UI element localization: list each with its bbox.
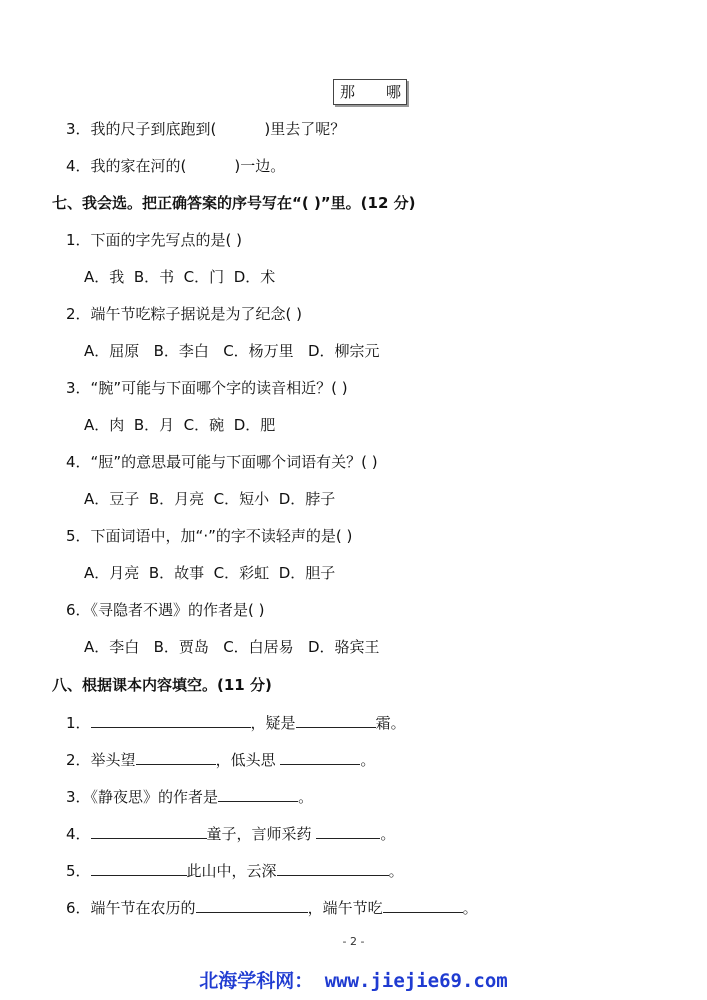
character-choice-box bbox=[333, 79, 407, 105]
box-char-left: 那 bbox=[340, 83, 356, 101]
q7-2-options: A．屈原 B．李白 C．杨万里 D．柳宗元 bbox=[84, 342, 380, 360]
q6-4: 4．我的家在河的( )一边。 bbox=[66, 157, 286, 175]
q7-1-options: A．我 B．书 C．门 D．术 bbox=[84, 268, 276, 286]
box-char-right: 哪 bbox=[386, 83, 402, 101]
fill-blank[interactable] bbox=[136, 748, 216, 765]
q7-6: 6．《寻隐者不遇》的作者是( ) bbox=[66, 601, 265, 619]
fill-blank[interactable] bbox=[91, 711, 251, 728]
q8-1: 1． ，疑是 霜。 bbox=[66, 711, 406, 733]
fill-blank[interactable] bbox=[316, 822, 380, 839]
q8-3: 3．《静夜思》的作者是 。 bbox=[66, 785, 313, 807]
fill-blank[interactable] bbox=[196, 896, 308, 913]
q8-5: 5． 此山中，云深 。 bbox=[66, 859, 404, 881]
q7-4: 4．“脰”的意思最可能与下面哪个词语有关？( ) bbox=[66, 453, 378, 471]
fill-blank[interactable] bbox=[296, 711, 376, 728]
q7-3: 3．“腕”可能与下面哪个字的读音相近？( ) bbox=[66, 379, 348, 397]
q7-1: 1．下面的字先写点的是( ) bbox=[66, 231, 243, 249]
fill-blank[interactable] bbox=[277, 859, 389, 876]
q6-3: 3．我的尺子到底跑到( )里去了呢？ bbox=[66, 120, 346, 138]
q8-4: 4． 童子，言师采药 。 bbox=[66, 822, 395, 844]
q8-6: 6．端午节在农历的 ，端午节吃 。 bbox=[66, 896, 478, 918]
q8-2: 2．举头望 ，低头思 。 bbox=[66, 748, 375, 770]
q7-6-options: A．李白 B．贾岛 C．白居易 D．骆宾王 bbox=[84, 638, 380, 656]
page-number: - 2 - bbox=[342, 935, 365, 948]
fill-blank[interactable] bbox=[280, 748, 360, 765]
q7-3-options: A．肉 B．月 C．碗 D．肥 bbox=[84, 416, 276, 434]
section-7-title: 七、我会选。把正确答案的序号写在“( )”里。(12 分) bbox=[52, 194, 416, 212]
section-8-title: 八、根据课本内容填空。(11 分) bbox=[52, 676, 272, 694]
q7-4-options: A．豆子 B．月亮 C．短小 D．脖子 bbox=[84, 490, 336, 508]
fill-blank[interactable] bbox=[91, 822, 207, 839]
q7-5: 5．下面词语中，加“·”的字不读轻声的是( ) bbox=[66, 527, 353, 545]
fill-blank[interactable] bbox=[218, 785, 298, 802]
footer-website[interactable]: 北海学科网： www.jiejie69.com bbox=[199, 970, 508, 992]
fill-blank[interactable] bbox=[91, 859, 187, 876]
fill-blank[interactable] bbox=[383, 896, 463, 913]
q7-2: 2．端午节吃粽子据说是为了纪念( ) bbox=[66, 305, 303, 323]
q7-5-options: A．月亮 B．故事 C．彩虹 D．胆子 bbox=[84, 564, 336, 582]
